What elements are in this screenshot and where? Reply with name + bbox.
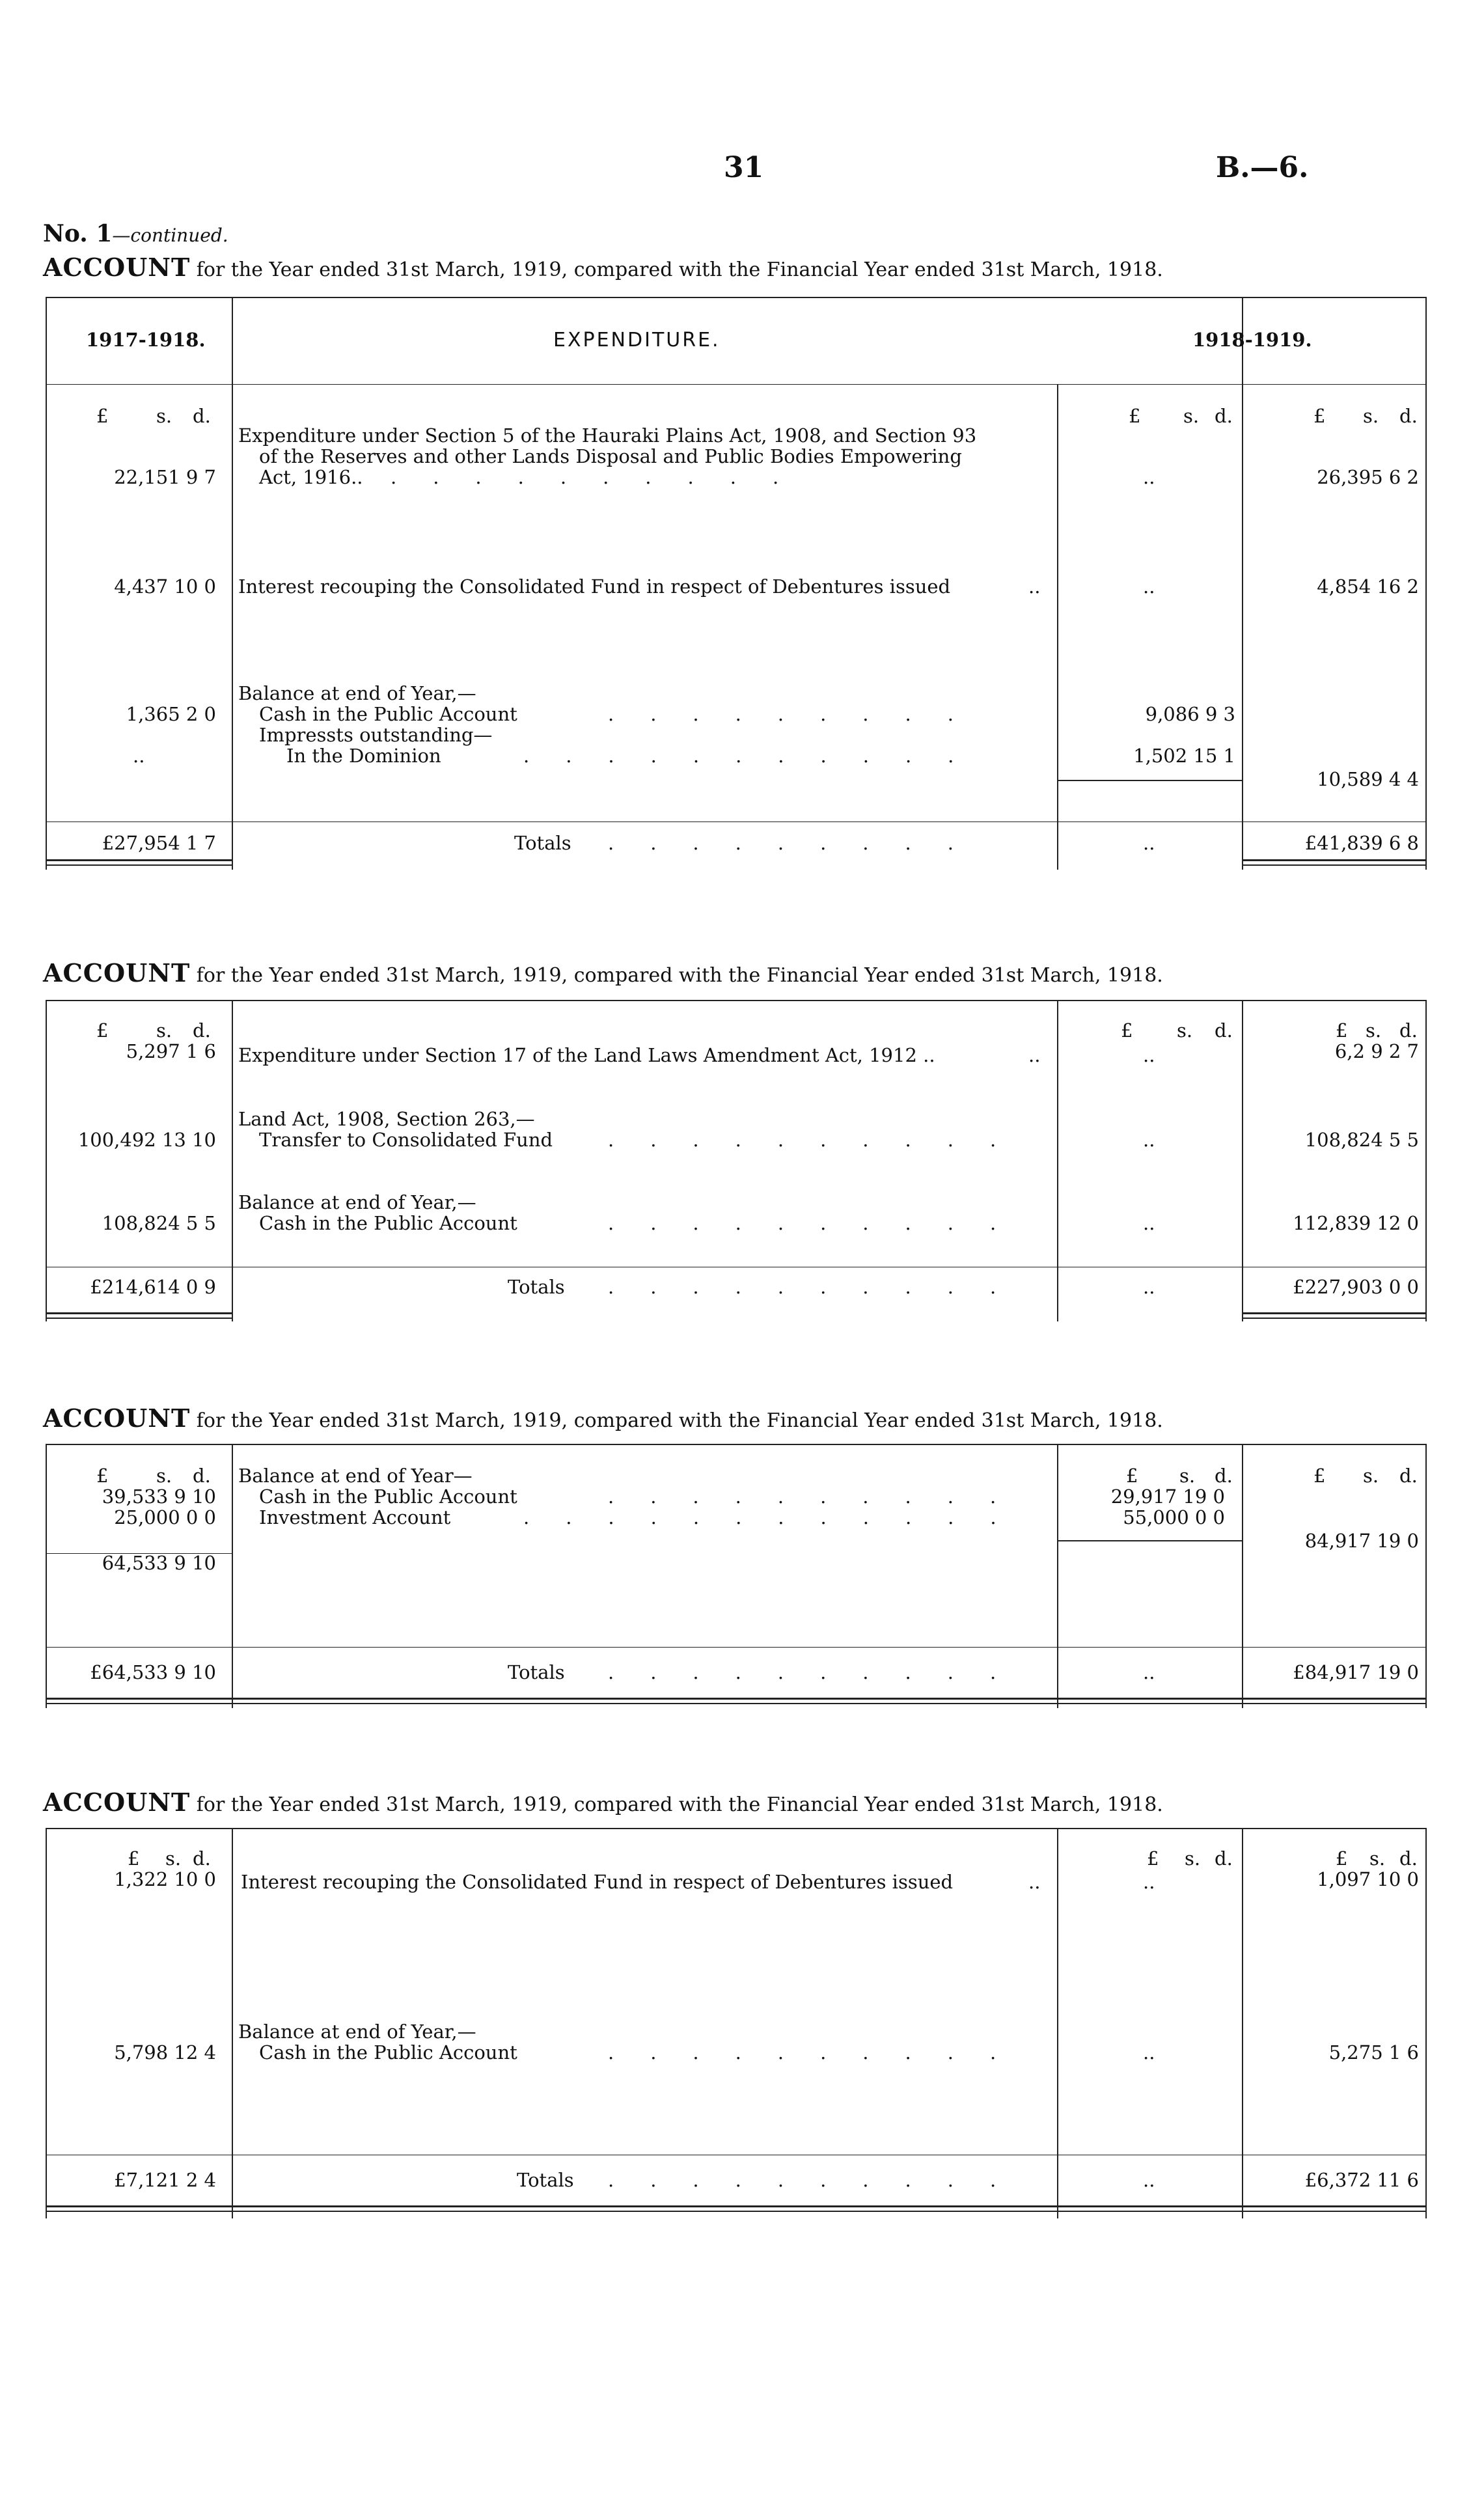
amount-prev: 1,365 2 0 <box>126 703 216 725</box>
row-description: Balance at end of Year,— <box>238 2021 476 2043</box>
row-description: Expenditure under Section 5 of the Hauraki Plains Act, 1908, and Section 93 <box>238 424 977 447</box>
amount-prev: 5,798 12 4 <box>114 2041 216 2064</box>
amount-prev: 64,533 9 10 <box>102 1552 216 1574</box>
amount-prev: 22,151 9 7 <box>114 466 216 488</box>
amount-prev: 100,492 13 10 <box>77 1129 216 1151</box>
unit-s: s. <box>1183 405 1200 427</box>
unit-s: s. <box>156 1465 172 1487</box>
amount-current: 26,395 6 2 <box>1317 466 1419 488</box>
total-current: £84,917 19 0 <box>1293 1661 1419 1683</box>
amount-current: 108,824 5 5 <box>1304 1129 1419 1151</box>
account-title-1: ACCOUNT for the Year ended 31st March, 1919, compared with the Financial Year ended 31st March, 1918. <box>43 253 1163 282</box>
unit-pound: £ <box>96 405 109 427</box>
unit-d: d. <box>193 405 211 427</box>
total-prev: £64,533 9 10 <box>90 1661 216 1683</box>
row-description: Cash in the Public Account <box>259 703 517 725</box>
unit-d: d. <box>1215 1019 1233 1042</box>
unit-d: d. <box>193 1019 211 1042</box>
document-reference: B.—6. <box>1216 151 1309 184</box>
col-header-1918-1919: 1918-1919. <box>1192 329 1312 351</box>
row-description: Balance at end of Year— <box>238 1465 473 1487</box>
row-description: Balance at end of Year,— <box>238 1191 476 1213</box>
unit-pound: £ <box>96 1465 109 1487</box>
unit-d: d. <box>1399 1465 1418 1487</box>
amount-sub: .. <box>1143 1129 1155 1151</box>
unit-pound: £ <box>1126 1465 1138 1487</box>
amount-sub: 9,086 9 3 <box>1145 703 1235 725</box>
unit-d: d. <box>1399 1847 1418 1870</box>
row-description: Balance at end of Year,— <box>238 682 476 704</box>
amount-prev: 4,437 10 0 <box>114 575 216 598</box>
totals-label: Totals <box>508 1276 565 1298</box>
col-header-expenditure: EXPENDITURE. <box>553 329 721 352</box>
unit-s: s. <box>1366 1019 1382 1042</box>
total-current: £227,903 0 0 <box>1293 1276 1419 1298</box>
total-prev: £7,121 2 4 <box>114 2169 216 2191</box>
unit-s: s. <box>1185 1847 1201 1870</box>
totals-label: Totals <box>517 2169 574 2191</box>
unit-s: s. <box>165 1847 182 1870</box>
amount-sub: 1,502 15 1 <box>1133 745 1235 767</box>
row-description: Cash in the Public Account <box>259 1485 517 1508</box>
amount-current: 10,589 4 4 <box>1317 768 1419 790</box>
amount-sub: 29,917 19 0 <box>1110 1485 1225 1508</box>
amount-current: 5,275 1 6 <box>1328 2041 1419 2064</box>
totals-label: Totals <box>514 832 571 854</box>
row-description: In the Dominion <box>286 745 441 767</box>
unit-pound: £ <box>1313 1465 1326 1487</box>
row-description: Transfer to Consolidated Fund <box>259 1129 553 1151</box>
total-current: £6,372 11 6 <box>1304 2169 1419 2191</box>
unit-pound: £ <box>96 1019 109 1042</box>
row-description: Cash in the Public Account <box>259 1212 517 1234</box>
unit-d: d. <box>1215 405 1233 427</box>
amount-prev: 25,000 0 0 <box>114 1506 216 1528</box>
unit-s: s. <box>1179 1465 1196 1487</box>
row-description: of the Reserves and other Lands Disposal and Public Bodies Empowering <box>259 445 962 467</box>
unit-pound: £ <box>1121 1019 1133 1042</box>
unit-s: s. <box>1363 1465 1379 1487</box>
unit-pound: £ <box>1336 1019 1348 1042</box>
row-description: Cash in the Public Account <box>259 2041 517 2064</box>
unit-d: d. <box>1215 1847 1233 1870</box>
page-number: 31 <box>724 151 764 184</box>
amount-prev: 1,322 10 0 <box>114 1868 216 1890</box>
account-title-2: ACCOUNT for the Year ended 31st March, 1919, compared with the Financial Year ended 31st March, 1918. <box>43 958 1163 987</box>
col-header-1917-1918: 1917-1918. <box>86 329 206 351</box>
amount-current: 84,917 19 0 <box>1304 1530 1419 1552</box>
amount-current: 112,839 12 0 <box>1293 1212 1419 1234</box>
unit-d: d. <box>1399 405 1418 427</box>
total-prev: £27,954 1 7 <box>102 832 216 854</box>
unit-d: d. <box>1215 1465 1233 1487</box>
total-sub: .. <box>1143 2169 1155 2191</box>
amount-sub: .. <box>1143 575 1155 598</box>
amount-sub: .. <box>1143 466 1155 488</box>
amount-prev: 39,533 9 10 <box>102 1485 216 1508</box>
row-description: Expenditure under Section 17 of the Land Laws Amendment Act, 1912 .. <box>238 1044 935 1066</box>
unit-pound: £ <box>1313 405 1326 427</box>
unit-pound: £ <box>1147 1847 1159 1870</box>
amount-sub: .. <box>1143 2041 1155 2064</box>
unit-d: d. <box>193 1847 211 1870</box>
unit-d: d. <box>1399 1019 1418 1042</box>
amount-sub: .. <box>1143 1871 1155 1893</box>
totals-label: Totals <box>508 1661 565 1683</box>
unit-d: d. <box>193 1465 211 1487</box>
unit-pound: £ <box>1336 1847 1348 1870</box>
amount-prev: 108,824 5 5 <box>102 1212 216 1234</box>
row-description: Act, 1916.. <box>259 466 363 488</box>
amount-sub: .. <box>1143 1212 1155 1234</box>
total-current: £41,839 6 8 <box>1304 832 1419 854</box>
unit-s: s. <box>1177 1019 1193 1042</box>
account-title-3: ACCOUNT for the Year ended 31st March, 1919, compared with the Financial Year ended 31st March, 1918. <box>43 1403 1163 1433</box>
unit-s: s. <box>156 405 172 427</box>
amount-sub: .. <box>1143 1044 1155 1066</box>
total-sub: .. <box>1143 832 1155 854</box>
row-description: Investment Account <box>259 1506 451 1528</box>
row-description: Impressts outstanding— <box>259 724 493 746</box>
continued-label: No. 1—continued. <box>43 220 228 247</box>
amount-current: 1,097 10 0 <box>1317 1868 1419 1890</box>
unit-pound: £ <box>128 1847 140 1870</box>
total-sub: .. <box>1143 1661 1155 1683</box>
row-description: Interest recouping the Consolidated Fund in respect of Debentures issued <box>241 1871 954 1893</box>
row-description: Interest recouping the Consolidated Fund in respect of Debentures issued <box>238 575 951 598</box>
unit-s: s. <box>1369 1847 1386 1870</box>
total-prev: £214,614 0 9 <box>90 1276 216 1298</box>
amount-prev: 5,297 1 6 <box>126 1040 216 1062</box>
amount-current: 6,2 9 2 7 <box>1334 1040 1419 1062</box>
amount-sub: 55,000 0 0 <box>1123 1506 1225 1528</box>
account-title-4: ACCOUNT for the Year ended 31st March, 1919, compared with the Financial Year ended 31st March, 1918. <box>43 1788 1163 1817</box>
total-sub: .. <box>1143 1276 1155 1298</box>
amount-current: 4,854 16 2 <box>1317 575 1419 598</box>
unit-s: s. <box>156 1019 172 1042</box>
row-description: Land Act, 1908, Section 263,— <box>238 1108 535 1130</box>
unit-s: s. <box>1363 405 1379 427</box>
unit-pound: £ <box>1129 405 1141 427</box>
amount-prev: .. <box>133 745 145 767</box>
